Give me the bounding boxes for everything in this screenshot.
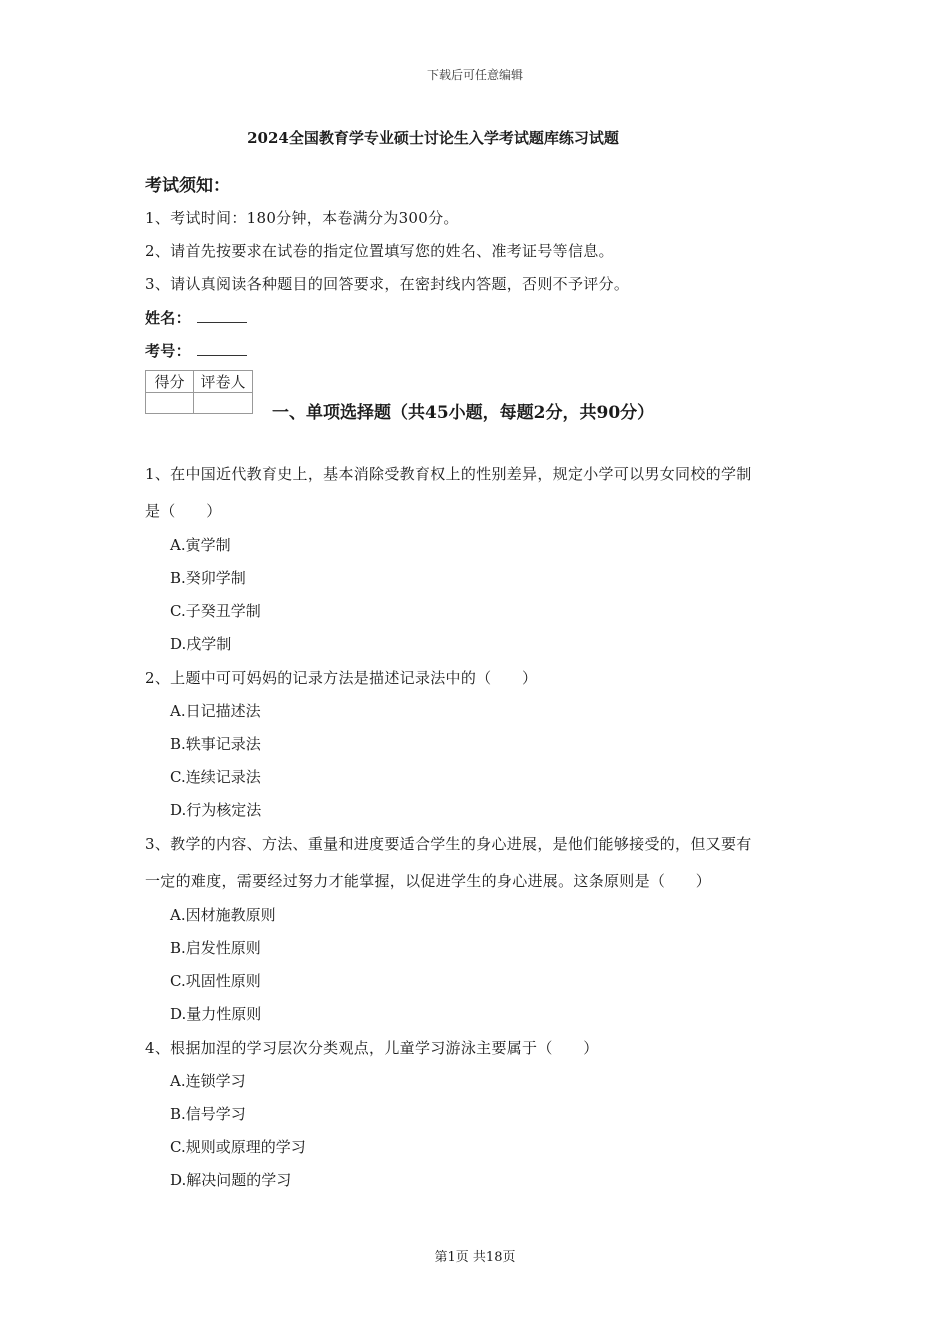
- option-a[interactable]: A.连锁学习: [170, 1072, 246, 1090]
- name-label: 姓名：: [145, 309, 191, 327]
- page-footer: 第1页 共18页: [434, 1250, 516, 1265]
- option-c[interactable]: C.子癸丑学制: [170, 602, 261, 620]
- option-d[interactable]: D.戌学制: [170, 635, 232, 653]
- header-note: 下载后可任意编辑: [426, 68, 523, 82]
- question-stem: 2、上题中可可妈妈的记录方法是描述记录法中的（ ）: [145, 669, 538, 687]
- name-blank[interactable]: [197, 308, 247, 323]
- grader-cell[interactable]: [194, 393, 253, 414]
- name-field: [145, 307, 247, 328]
- option-d[interactable]: D.行为核定法: [170, 801, 262, 819]
- option-d[interactable]: D.量力性原则: [170, 1005, 262, 1023]
- question-stem: 是（ ）: [145, 502, 222, 520]
- option-b[interactable]: B.轶事记录法: [170, 735, 261, 753]
- notice-item: 1、考试时间：180分钟，本卷满分为300分。: [145, 209, 459, 227]
- option-b[interactable]: B.启发性原则: [170, 939, 261, 957]
- id-label: 考号：: [145, 342, 191, 360]
- notice-item: 3、请认真阅读各种题目的回答要求，在密封线内答题，否则不予评分。: [145, 275, 630, 293]
- notice-heading: 考试须知：: [145, 176, 230, 196]
- option-a[interactable]: A.日记描述法: [170, 702, 261, 720]
- option-a[interactable]: A.寅学制: [170, 536, 231, 554]
- option-a[interactable]: A.因材施教原则: [170, 906, 276, 924]
- score-header: 得分: [146, 371, 194, 393]
- option-d[interactable]: D.解决问题的学习: [170, 1171, 292, 1189]
- id-field: [145, 340, 247, 361]
- question-stem: 1、在中国近代教育史上，基本消除受教育权上的性别差异，规定小学可以男女同校的学制: [145, 465, 752, 483]
- question-stem: 一定的难度，需要经过努力才能掌握，以促进学生的身心进展。这条原则是（ ）: [145, 872, 712, 890]
- grader-header: 评卷人: [194, 371, 253, 393]
- question-stem: 3、教学的内容、方法、重量和进度要适合学生的身心进展，是他们能够接受的，但又要有: [145, 835, 752, 853]
- notice-item: 2、请首先按要求在试卷的指定位置填写您的姓名、准考证号等信息。: [145, 242, 614, 260]
- question-stem: 4、根据加涅的学习层次分类观点，儿童学习游泳主要属于（ ）: [145, 1039, 599, 1057]
- option-c[interactable]: C.规则或原理的学习: [170, 1138, 306, 1156]
- option-b[interactable]: B.信号学习: [170, 1105, 246, 1123]
- option-c[interactable]: C.连续记录法: [170, 768, 261, 786]
- section-title: 一、单项选择题（共45小题，每题2分，共90分）: [272, 403, 655, 423]
- score-table: [145, 370, 253, 414]
- score-cell[interactable]: [146, 393, 194, 414]
- option-c[interactable]: C.巩固性原则: [170, 972, 261, 990]
- option-b[interactable]: B.癸卯学制: [170, 569, 246, 587]
- document-title: 2024全国教育学专业硕士讨论生入学考试题库练习试题: [247, 129, 619, 147]
- id-blank[interactable]: [197, 341, 247, 356]
